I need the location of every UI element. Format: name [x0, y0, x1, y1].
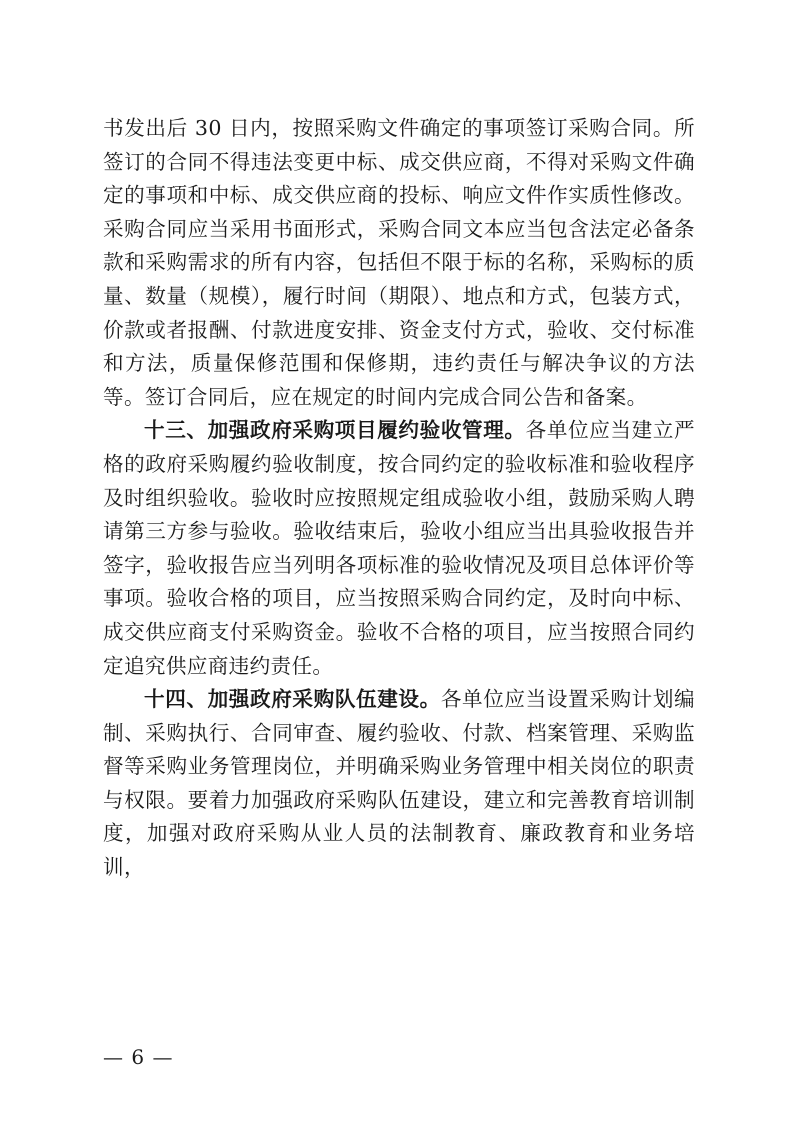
paragraph-text: 各单位应当设置采购计划编制、采购执行、合同审查、履约验收、付款、档案管理、采购监督等采购业务管理岗位，并明确采购业务管理中相关岗位的职责与权限。要着力加强政府采购队伍建设，建立和完善教育培训制度，加强对政府采购从业人员的法制教育、廉政教育和业务培训， [103, 687, 695, 880]
page-number: — 6 — [103, 1045, 174, 1069]
paragraph-text: 各单位应当建立严格的政府采购履约验收制度，按合同约定的验收标准和验收程序及时组织验收。验收时应按照规定组成验收小组，鼓励采购人聘请第三方参与验收。验收结束后，验收小组应当出具验收报告并签字，验收报告应当列明各项标准的验收情况及项目总体评价等事项。验收合格的项目，应当按照采购合同约定，及时向中标、成交供应商支付采购资金。验收不合格的项目，应当按照合同约定追究供应商违约责任。 [103, 418, 695, 678]
paragraph-text: 书发出后 30 日内，按照采购文件确定的事项签订采购合同。所签订的合同不得违法变更中标、成交供应商，不得对采购文件确定的事项和中标、成交供应商的投标、响应文件作实质性修改。采购合同应当采用书面形式，采购合同文本应当包含法定必备条款和采购需求的所有内容，包括但不限于标的名称，采购标的质量、数量（规模），履行时间（期限）、地点和方式，包装方式，价款或者报酬、付款进度安排、资金支付方式，验收、交付标准和方法，质量保修范围和保修期，违约责任与解决争议的方法等。签订合同后，应在规定的时间内完成合同公告和备案。 [103, 116, 695, 409]
paragraph-team [103, 683, 695, 885]
section-heading-thirteen: 十三、加强政府采购项目履约验收管理。 [144, 418, 526, 443]
document-body [103, 112, 695, 885]
paragraph-contract [103, 112, 695, 414]
section-heading-fourteen: 十四、加强政府采购队伍建设。 [144, 687, 441, 712]
paragraph-acceptance [103, 414, 695, 683]
